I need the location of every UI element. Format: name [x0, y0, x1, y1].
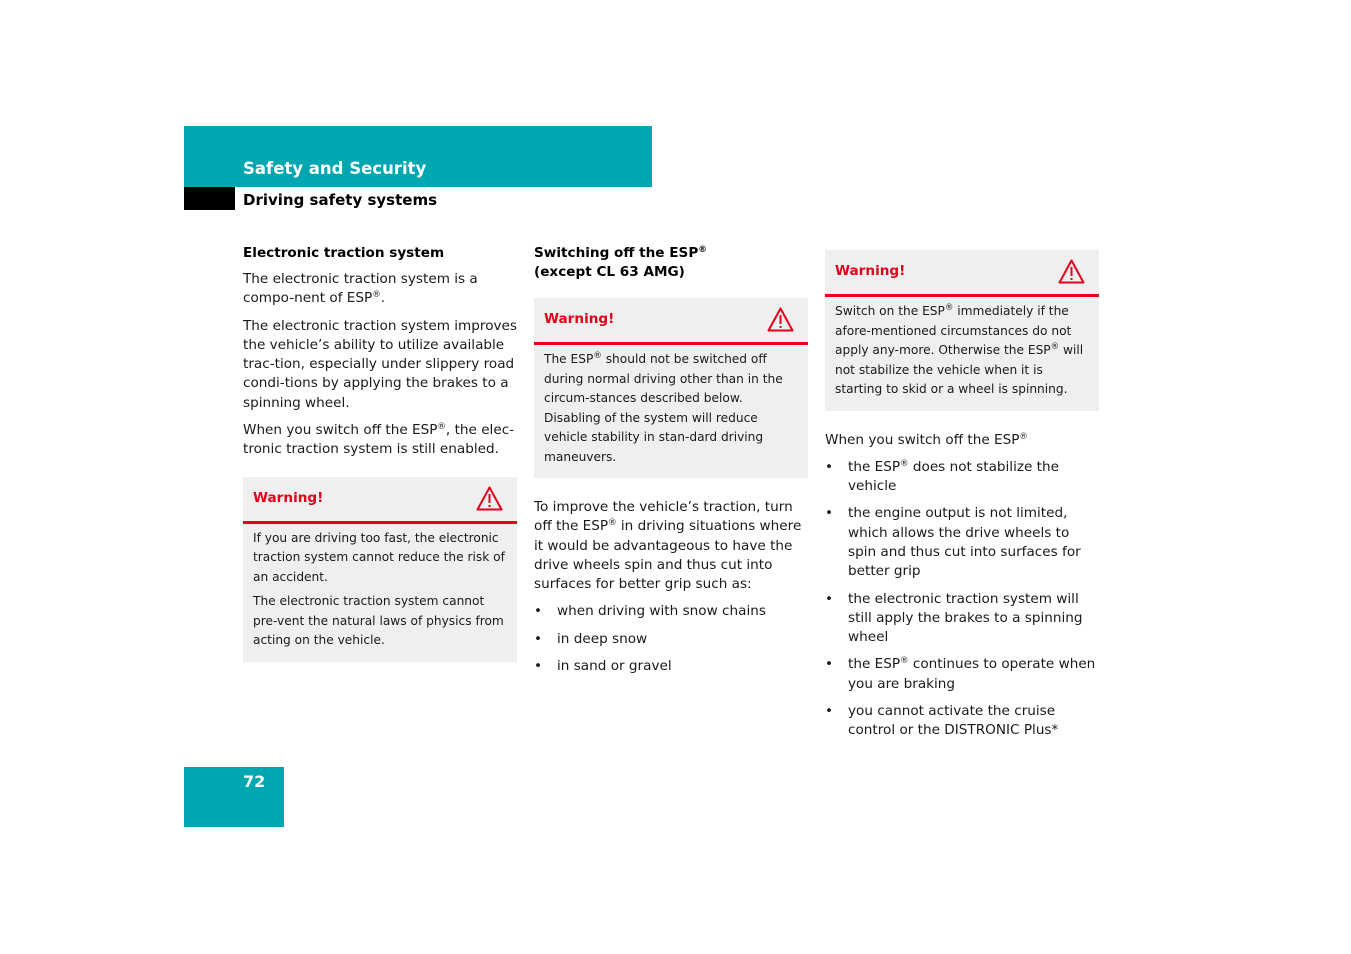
situations-list	[534, 602, 808, 676]
switch-off-intro: When you switch off the ESP®	[825, 431, 1028, 448]
warning-label: Warning!	[835, 263, 906, 279]
consequences-list	[825, 458, 1099, 741]
column-2	[534, 244, 808, 684]
heading-electronic-traction: Electronic traction system	[243, 245, 445, 261]
warning-body	[534, 345, 808, 478]
warning-header	[534, 298, 808, 345]
list-item: • when driving with snow chains	[534, 602, 808, 621]
warning-triangle-icon	[767, 307, 794, 332]
warning-text: The ESP® should not be switched off during normal driving other than in the circum-stances described below. Disabling of the system will reduce vehicle stability in stan-dard driving maneuvers.	[544, 351, 783, 464]
warning-box-traction	[243, 477, 517, 662]
warning-triangle-icon	[476, 486, 503, 511]
list-item: • the ESP® does not stabilize the vehicle	[825, 458, 1099, 497]
heading-switching-off-esp: Switching off the ESP® (except CL 63 AMG)	[534, 245, 707, 280]
list-item: • you cannot activate the cruise control or the DISTRONIC Plus*	[825, 702, 1099, 741]
warning-header	[243, 477, 517, 524]
list-item: • the ESP® continues to operate when you are braking	[825, 655, 1099, 694]
column-3	[825, 250, 1099, 749]
list-item: • the electronic traction system will still apply the brakes to a spinning wheel	[825, 590, 1099, 648]
paragraph-3: When you switch off the ESP®, the elec-tronic traction system is still enabled.	[243, 422, 515, 458]
warning-text-2: The electronic traction system cannot pre-vent the natural laws of physics from acting on the vehicle.	[253, 594, 504, 648]
page-number: 72	[243, 772, 266, 791]
paragraph-1: The electronic traction system is a compo-nent of ESP®.	[243, 271, 478, 307]
list-item: • in sand or gravel	[534, 657, 808, 676]
section-marker	[184, 187, 235, 210]
warning-body	[825, 297, 1099, 411]
warning-box-switch-on	[825, 250, 1099, 411]
paragraph-2: The electronic traction system improves the vehicle’s ability to utilize available trac-tion, especially under slippery road condi-tions by applying the brakes to a spinning wheel.	[243, 317, 517, 411]
warning-label: Warning!	[544, 311, 615, 327]
warning-header	[825, 250, 1099, 297]
warning-box-esp-off	[534, 298, 808, 478]
warning-body	[243, 524, 517, 662]
warning-text-1: If you are driving too fast, the electronic traction system cannot reduce the risk of an accident.	[253, 530, 505, 584]
traction-intro: To improve the vehicle’s traction, turn off the ESP® in driving situations where it would be advantageous to have the drive wheels spin and thus cut into surfaces for better grip such as:	[534, 499, 802, 593]
list-item: • the engine output is not limited, which allows the drive wheels to spin and thus cut into surfaces for better grip	[825, 504, 1099, 581]
warning-label: Warning!	[253, 489, 324, 506]
list-item: • in deep snow	[534, 630, 808, 649]
section-title: Safety and Security	[243, 159, 427, 178]
page-number-band	[184, 767, 284, 827]
column-1	[243, 244, 517, 676]
warning-text: Switch on the ESP® immediately if the afore-mentioned circumstances do not apply any-more. Otherwise the ESP® will not stabilize the vehicle when it is starting to skid or a wheel is spinning.	[835, 303, 1084, 396]
warning-triangle-icon	[1058, 259, 1085, 284]
subsection-title: Driving safety systems	[243, 191, 438, 209]
